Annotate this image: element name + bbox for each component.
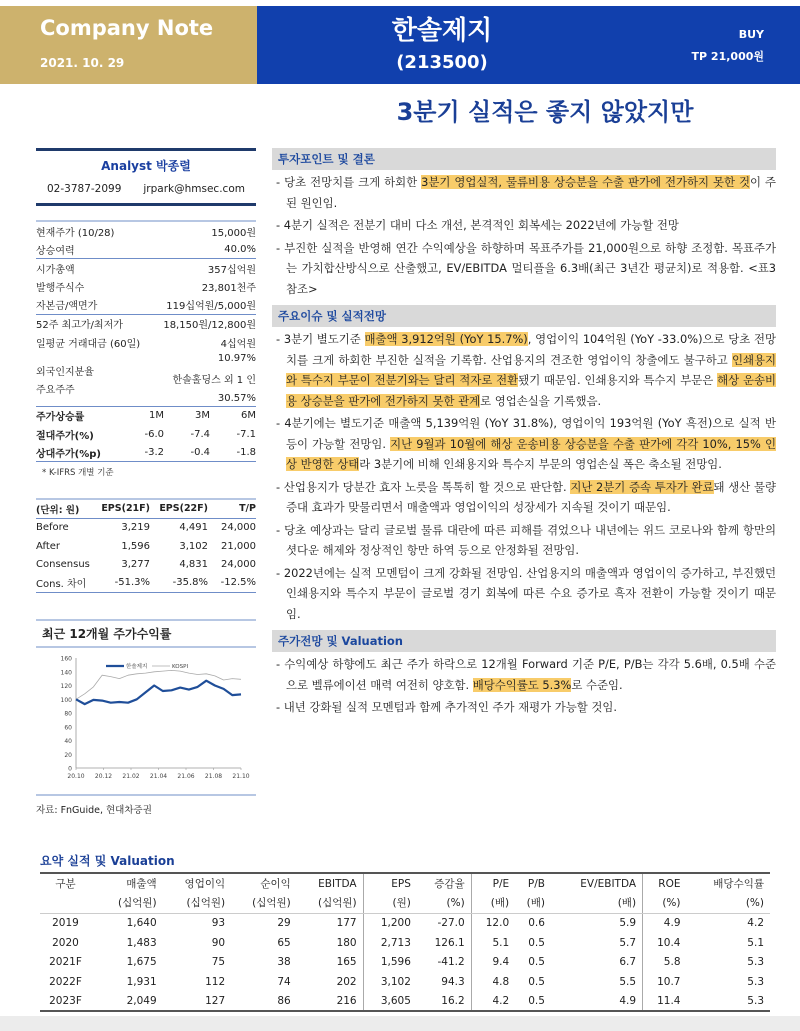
summary-cell: 65 bbox=[277, 936, 291, 949]
summary-unit-row bbox=[40, 893, 770, 913]
eps-cell: After bbox=[36, 540, 61, 552]
perf-cell: -6.0 bbox=[144, 428, 164, 440]
summary-valuation bbox=[40, 852, 770, 1027]
summary-row bbox=[40, 992, 770, 1012]
summary-cell: 5.3 bbox=[747, 956, 764, 969]
perf-header-cell: 1M bbox=[149, 410, 164, 422]
summary-header-cell: 영업이익 bbox=[163, 873, 232, 893]
analyst-box bbox=[36, 148, 256, 206]
rating: BUY bbox=[738, 28, 764, 41]
chart-title: 최근 12개월 주가수익률 bbox=[36, 619, 256, 648]
paragraph bbox=[272, 413, 776, 475]
analyst-name: Analyst 박종렬 bbox=[101, 159, 191, 173]
summary-cell: 180 bbox=[336, 936, 357, 949]
eps-cell: 24,000 bbox=[221, 559, 256, 571]
text: - 3분기 별도기준 bbox=[276, 332, 365, 346]
summary-cell: 4.2 bbox=[747, 917, 764, 930]
summary-cell: 0.5 bbox=[515, 992, 551, 1012]
summary-cell: 202 bbox=[336, 975, 357, 988]
report-type-banner bbox=[0, 6, 257, 84]
svg-text:40: 40 bbox=[64, 737, 72, 745]
info-row bbox=[36, 241, 256, 260]
info-label: 자본금/액면가 bbox=[36, 301, 98, 313]
svg-text:100: 100 bbox=[60, 696, 72, 704]
section-title-investment-points: 투자포인트 및 결론 bbox=[272, 148, 776, 170]
eps-header-cell: (단위: 원) bbox=[36, 504, 80, 516]
info-label: 일평균 거래대금 (60일) bbox=[36, 338, 141, 350]
info-value: 40.0% bbox=[224, 243, 256, 255]
eps-row bbox=[36, 556, 256, 575]
info-row bbox=[36, 296, 256, 315]
summary-cell: 11.4 bbox=[643, 992, 687, 1012]
highlighted-text: 배당수익률도 5.3% bbox=[472, 677, 572, 692]
summary-cell: 2,049 bbox=[97, 992, 163, 1012]
paragraph: - 부진한 실적을 반영해 연간 수익예상을 하향하며 목표주가를 21,000원으로 하향 조정함. 목표주가는 가치합산방식으로 산출했고, EV/EBITDA 멀티플을 6.3배(최근 3년간 평균치)로 적용함. <표3 참조> bbox=[276, 240, 776, 296]
info-value: 357십억원 bbox=[207, 264, 256, 276]
svg-text:21.08: 21.08 bbox=[204, 772, 223, 780]
eps-cell: 3,102 bbox=[179, 540, 208, 552]
summary-cell: 2019 bbox=[52, 917, 79, 930]
text: - 산업용지가 당분간 효자 노릇을 톡톡히 할 것으로 판단함. bbox=[276, 479, 571, 494]
eps-cell: 4,491 bbox=[179, 522, 208, 534]
foreign-ownership-label: 외국인지분율 bbox=[36, 367, 94, 378]
info-row bbox=[36, 315, 256, 334]
summary-row bbox=[40, 952, 770, 972]
bottom-bar bbox=[0, 1016, 800, 1031]
perf-header-cell: 3M bbox=[195, 410, 210, 422]
paragraph: - 2022년에는 실적 모멘텀이 크게 강화될 전망임. 산업용지의 매출액과 영업이익 증가하고, 부진했던 인쇄용지와 특수지 부문이 글로벌 경기 회복에 따른 수요 증가로 흑자 전환이 가능할 것이기 때문임. bbox=[276, 565, 776, 621]
summary-cell: 2021F bbox=[49, 956, 82, 969]
summary-cell: 3,605 bbox=[363, 992, 417, 1012]
text: - 당초 전망치를 크게 하회한 bbox=[276, 175, 422, 189]
eps-cell: Before bbox=[36, 522, 69, 534]
perf-cell: -7.4 bbox=[190, 428, 210, 440]
highlighted-text: 인쇄용지와 특수지 부문이 전분기와는 달리 적자로 전환 bbox=[286, 352, 776, 387]
info-row bbox=[36, 222, 256, 241]
summary-cell: 5.5 bbox=[619, 975, 637, 988]
info-label: 현재주가 (10/28) bbox=[36, 227, 115, 239]
headline: 3분기 실적은 좋지 않았지만 bbox=[396, 98, 694, 126]
text: , 영업이익 104억원 (YoY -33.0%)으로 당초 전망치를 크게 하회한 부진한 실적을 기록함. 산업용지의 견조한 영업이익 창출에도 불구하고 bbox=[286, 332, 776, 367]
paragraph bbox=[272, 329, 776, 411]
summary-cell: 9.4 bbox=[471, 952, 515, 972]
summary-cell: 2022F bbox=[49, 975, 82, 988]
perf-cell: -1.8 bbox=[236, 446, 256, 458]
sidebar bbox=[36, 148, 256, 816]
summary-cell: 4.8 bbox=[471, 972, 515, 992]
info-label: 상승여력 bbox=[36, 245, 75, 257]
summary-cell: 1,640 bbox=[126, 917, 157, 930]
stock-info-table bbox=[36, 220, 256, 407]
summary-cell: 126.1 bbox=[434, 936, 465, 949]
summary-cell: 75 bbox=[211, 956, 226, 969]
highlighted-text: 3분기 영업실적, 물류비용 상승분을 수출 판가에 전가하지 못한 것 bbox=[421, 175, 750, 189]
summary-header-cell: 구분 bbox=[40, 873, 97, 893]
summary-cell: 127 bbox=[163, 992, 232, 1012]
eps-cell: -12.5% bbox=[220, 577, 256, 589]
eps-cell: 1,596 bbox=[121, 540, 150, 552]
summary-header-cell: (배) bbox=[515, 893, 551, 913]
eps-cell: 4,831 bbox=[179, 559, 208, 571]
eps-header-cell: T/P bbox=[239, 503, 256, 515]
summary-cell: 29 bbox=[277, 917, 291, 930]
info-value: 15,000원 bbox=[211, 227, 256, 239]
summary-header-cell: 배당수익률 bbox=[687, 873, 771, 893]
summary-header-cell: (십억원) bbox=[97, 893, 163, 913]
major-holder-name: 한솔홀딩스 외 1 인 bbox=[172, 375, 256, 386]
highlighted-text: 매출액 3,912억원 (YoY 15.7%) bbox=[364, 332, 528, 346]
summary-cell: 1,931 bbox=[126, 975, 157, 988]
summary-cell: 86 bbox=[231, 992, 297, 1012]
summary-cell: 12.0 bbox=[471, 913, 515, 933]
info-row bbox=[36, 278, 256, 297]
paragraph: - 내년 강화될 실적 모멘텀과 함께 추가적인 주가 재평가 가능할 것임. bbox=[276, 700, 618, 714]
svg-text:20.12: 20.12 bbox=[94, 772, 113, 780]
summary-header-row bbox=[40, 873, 770, 893]
company-banner bbox=[257, 6, 800, 84]
svg-text:20.10: 20.10 bbox=[67, 772, 85, 780]
svg-text:140: 140 bbox=[60, 668, 72, 676]
ticker-code: (213500) bbox=[396, 52, 488, 73]
summary-header-cell: (배) bbox=[471, 893, 515, 913]
eps-cell: 3,219 bbox=[121, 522, 150, 534]
ifrs-note: * K-IFRS 개별 기준 bbox=[42, 468, 114, 478]
paragraph: - 당초 예상과는 달리 글로벌 물류 대란에 따른 피해를 겪었으나 내년에는 위드 코로나와 함께 항만의 셧다운 해제와 정상적인 항만 하역 등으로 안정화될 전망임. bbox=[276, 522, 776, 557]
svg-text:21.10: 21.10 bbox=[232, 772, 250, 780]
svg-text:20: 20 bbox=[64, 751, 72, 759]
summary-cell: 0.6 bbox=[528, 917, 545, 930]
summary-cell: 10.4 bbox=[643, 933, 687, 953]
eps-header-cell: EPS(22F) bbox=[159, 503, 208, 515]
summary-cell: 2020 bbox=[52, 936, 79, 949]
summary-cell: 38 bbox=[277, 956, 291, 969]
svg-text:0: 0 bbox=[68, 765, 72, 772]
paragraph bbox=[272, 654, 776, 695]
summary-cell: 1,200 bbox=[363, 913, 417, 933]
summary-cell: 0.5 bbox=[528, 956, 545, 969]
paragraph: - 4분기 실적은 전분기 대비 다소 개선, 본격적인 회복세는 2022년에 가능할 전망 bbox=[276, 218, 679, 232]
perf-cell: 절대주가(%) bbox=[36, 430, 94, 442]
major-holder-label: 주요주주 bbox=[36, 385, 75, 396]
analyst-phone: 02-3787-2099 bbox=[47, 183, 122, 195]
text: 라 3분기에 비해 인쇄용지와 특수지 부문의 영업손실 폭은 축소될 전망임. bbox=[359, 457, 722, 471]
svg-text:한솔제지: 한솔제지 bbox=[126, 663, 148, 670]
eps-table bbox=[36, 498, 256, 593]
highlighted-text: 지난 9월과 10월에 해상 운송비용 상승분을 수출 판가에 각각 10%, 15% 인상 반영한 상태 bbox=[286, 436, 776, 471]
section-title-key-issues: 주요이슈 및 실적전망 bbox=[272, 305, 776, 327]
info-row bbox=[36, 333, 256, 352]
summary-cell: 0.5 bbox=[528, 975, 545, 988]
eps-cell: 3,277 bbox=[121, 559, 150, 571]
summary-cell: 2023F bbox=[40, 992, 97, 1012]
info-value: 4십억원 bbox=[220, 338, 256, 350]
summary-cell: 177 bbox=[336, 917, 357, 930]
summary-cell: 1,596 bbox=[363, 952, 417, 972]
summary-cell: 90 bbox=[211, 936, 226, 949]
summary-header-cell: EBITDA bbox=[297, 873, 363, 893]
summary-header-cell: (%) bbox=[417, 893, 471, 913]
info-value: 23,801천주 bbox=[201, 283, 256, 295]
paragraph bbox=[272, 477, 776, 518]
section-title-valuation: 주가전망 및 Valuation bbox=[272, 630, 776, 652]
summary-header-cell: P/E bbox=[471, 873, 515, 893]
text: 됐기 때문임. 인쇄용지와 특수지 부문은 bbox=[518, 373, 718, 387]
info-value: 18,150원/12,800원 bbox=[163, 320, 256, 332]
perf-cell: 상대주가(%p) bbox=[36, 448, 101, 460]
perf-header-cell: 주가상승률 bbox=[36, 412, 85, 424]
summary-cell: 1,483 bbox=[126, 936, 157, 949]
svg-text:21.02: 21.02 bbox=[122, 772, 140, 780]
major-holder-value: 30.57% bbox=[217, 393, 256, 404]
summary-cell: 4.2 bbox=[471, 992, 515, 1012]
eps-cell: 24,000 bbox=[221, 522, 256, 534]
summary-header-cell: ROE bbox=[643, 873, 687, 893]
eps-cell: -51.3% bbox=[114, 577, 150, 589]
summary-cell: 5.9 bbox=[619, 917, 637, 930]
info-label: 시가총액 bbox=[36, 264, 75, 276]
summary-header-cell: (배) bbox=[551, 893, 643, 913]
summary-cell: 5.1 bbox=[471, 933, 515, 953]
summary-cell: 4.9 bbox=[551, 992, 643, 1012]
eps-cell: Consensus bbox=[36, 559, 90, 571]
svg-text:KOSPI: KOSPI bbox=[172, 663, 189, 670]
summary-cell: 216 bbox=[297, 992, 363, 1012]
foreign-ownership-value: 10.97% bbox=[217, 353, 256, 364]
svg-text:160: 160 bbox=[60, 655, 72, 662]
svg-text:80: 80 bbox=[64, 710, 72, 717]
summary-cell: 94.3 bbox=[441, 975, 465, 988]
target-price: TP 21,000원 bbox=[691, 50, 764, 63]
summary-header-cell: 순이익 bbox=[231, 873, 297, 893]
summary-cell: 16.2 bbox=[417, 992, 471, 1012]
summary-header-cell: (%) bbox=[687, 893, 771, 913]
eps-header-cell: EPS(21F) bbox=[101, 503, 150, 515]
text: 로 영업손실을 기록했음. bbox=[480, 393, 602, 408]
summary-cell: -27.0 bbox=[437, 917, 465, 930]
summary-cell: 5.7 bbox=[619, 936, 637, 949]
summary-table bbox=[40, 872, 770, 1012]
highlighted-text: 해상 운송비용 상승분을 판가에 전가하지 못한 관계 bbox=[286, 373, 777, 408]
text: 이 주된 원인임. bbox=[286, 175, 776, 210]
summary-header-cell: (십억원) bbox=[297, 893, 363, 913]
summary-cell: 1,675 bbox=[126, 956, 157, 969]
text: - 수익예상 하향에도 최근 주가 하락으로 12개월 Forward 기준 P/E, P/B는 각각 5.6배, 0.5배 수준으로 벨류에이션 매력 여전히 양호함. bbox=[276, 657, 776, 692]
performance-table bbox=[36, 407, 256, 479]
svg-text:21.04: 21.04 bbox=[149, 772, 168, 780]
summary-row bbox=[40, 913, 770, 933]
summary-header-cell bbox=[40, 893, 97, 913]
text: - 4분기에는 별도기준 매출액 5,139억원 (YoY 31.8%), 영업이익 193억원 (YoY 흑전)으로 실적 반등이 가능할 전망임. bbox=[276, 416, 776, 451]
perf-header-cell: 6M bbox=[241, 410, 256, 422]
perf-row bbox=[36, 444, 256, 463]
summary-header-cell: EV/EBITDA bbox=[551, 873, 643, 893]
summary-cell: 112 bbox=[205, 975, 226, 988]
perf-cell: -3.2 bbox=[144, 446, 164, 458]
eps-cell: Cons. 차이 bbox=[36, 579, 87, 591]
eps-row bbox=[36, 537, 256, 556]
info-label: 52주 최고가/최저가 bbox=[36, 320, 123, 332]
text: 로 수준임. bbox=[571, 677, 623, 692]
text: 돼 생산 물량 증대 효과가 맞물리면서 매출액과 영업이익의 성장세가 지속될 것이기 때문임. bbox=[286, 479, 776, 514]
company-name: 한솔제지 bbox=[391, 16, 493, 46]
report-date: 2021. 10. 29 bbox=[40, 56, 125, 70]
summary-cell: 5.3 bbox=[687, 992, 771, 1012]
summary-cell: 0.5 bbox=[528, 936, 545, 949]
svg-text:21.06: 21.06 bbox=[177, 772, 195, 780]
analyst-email[interactable]: jrpark@hmsec.com bbox=[143, 183, 245, 195]
summary-cell: -41.2 bbox=[437, 956, 465, 969]
summary-header-cell: (%) bbox=[643, 893, 687, 913]
summary-cell: 4.9 bbox=[643, 913, 687, 933]
report-type: Company Note bbox=[40, 16, 214, 40]
summary-cell: 165 bbox=[336, 956, 357, 969]
summary-cell: 5.3 bbox=[747, 975, 764, 988]
summary-cell: 2,713 bbox=[363, 933, 417, 953]
line-chart bbox=[36, 652, 256, 792]
highlighted-text: 지난 2분기 증속 투자가 완료 bbox=[570, 479, 714, 494]
summary-cell: 74 bbox=[277, 975, 291, 988]
chart-source: 자료: FnGuide, 현대차증권 bbox=[36, 794, 256, 816]
shareholder-row bbox=[36, 352, 256, 407]
summary-header-cell: (십억원) bbox=[231, 893, 297, 913]
summary-row bbox=[40, 972, 770, 992]
perf-cell: -0.4 bbox=[190, 446, 210, 458]
perf-row bbox=[36, 425, 256, 444]
summary-header-cell: (십억원) bbox=[163, 893, 232, 913]
paragraph bbox=[272, 172, 776, 213]
summary-header-cell: 증감율 bbox=[417, 873, 471, 893]
info-value: 119십억원/5,000원 bbox=[166, 301, 256, 313]
summary-title: 요약 실적 및 Valuation bbox=[40, 854, 175, 868]
eps-cell: 21,000 bbox=[221, 540, 256, 552]
summary-cell: 3,102 bbox=[363, 972, 417, 992]
price-return-chart bbox=[36, 652, 256, 792]
summary-cell: 5.8 bbox=[643, 952, 687, 972]
summary-cell: 10.7 bbox=[643, 972, 687, 992]
summary-row bbox=[40, 933, 770, 953]
eps-header bbox=[36, 500, 256, 519]
summary-cell: 6.7 bbox=[619, 956, 637, 969]
summary-header-cell: P/B bbox=[515, 873, 551, 893]
eps-row bbox=[36, 519, 256, 538]
summary-cell: 93 bbox=[211, 917, 226, 930]
summary-header-cell: (원) bbox=[363, 893, 417, 913]
eps-cell: -35.8% bbox=[172, 577, 208, 589]
perf-cell: -7.1 bbox=[236, 428, 256, 440]
svg-text:60: 60 bbox=[64, 723, 72, 731]
info-label: 발행주식수 bbox=[36, 283, 85, 295]
summary-cell: 5.1 bbox=[747, 936, 764, 949]
main-content bbox=[272, 148, 776, 718]
perf-header bbox=[36, 407, 256, 426]
summary-header-cell: EPS bbox=[363, 873, 417, 893]
summary-header-cell: 매출액 bbox=[97, 873, 163, 893]
svg-text:120: 120 bbox=[60, 682, 72, 690]
info-row bbox=[36, 259, 256, 278]
eps-row bbox=[36, 574, 256, 593]
